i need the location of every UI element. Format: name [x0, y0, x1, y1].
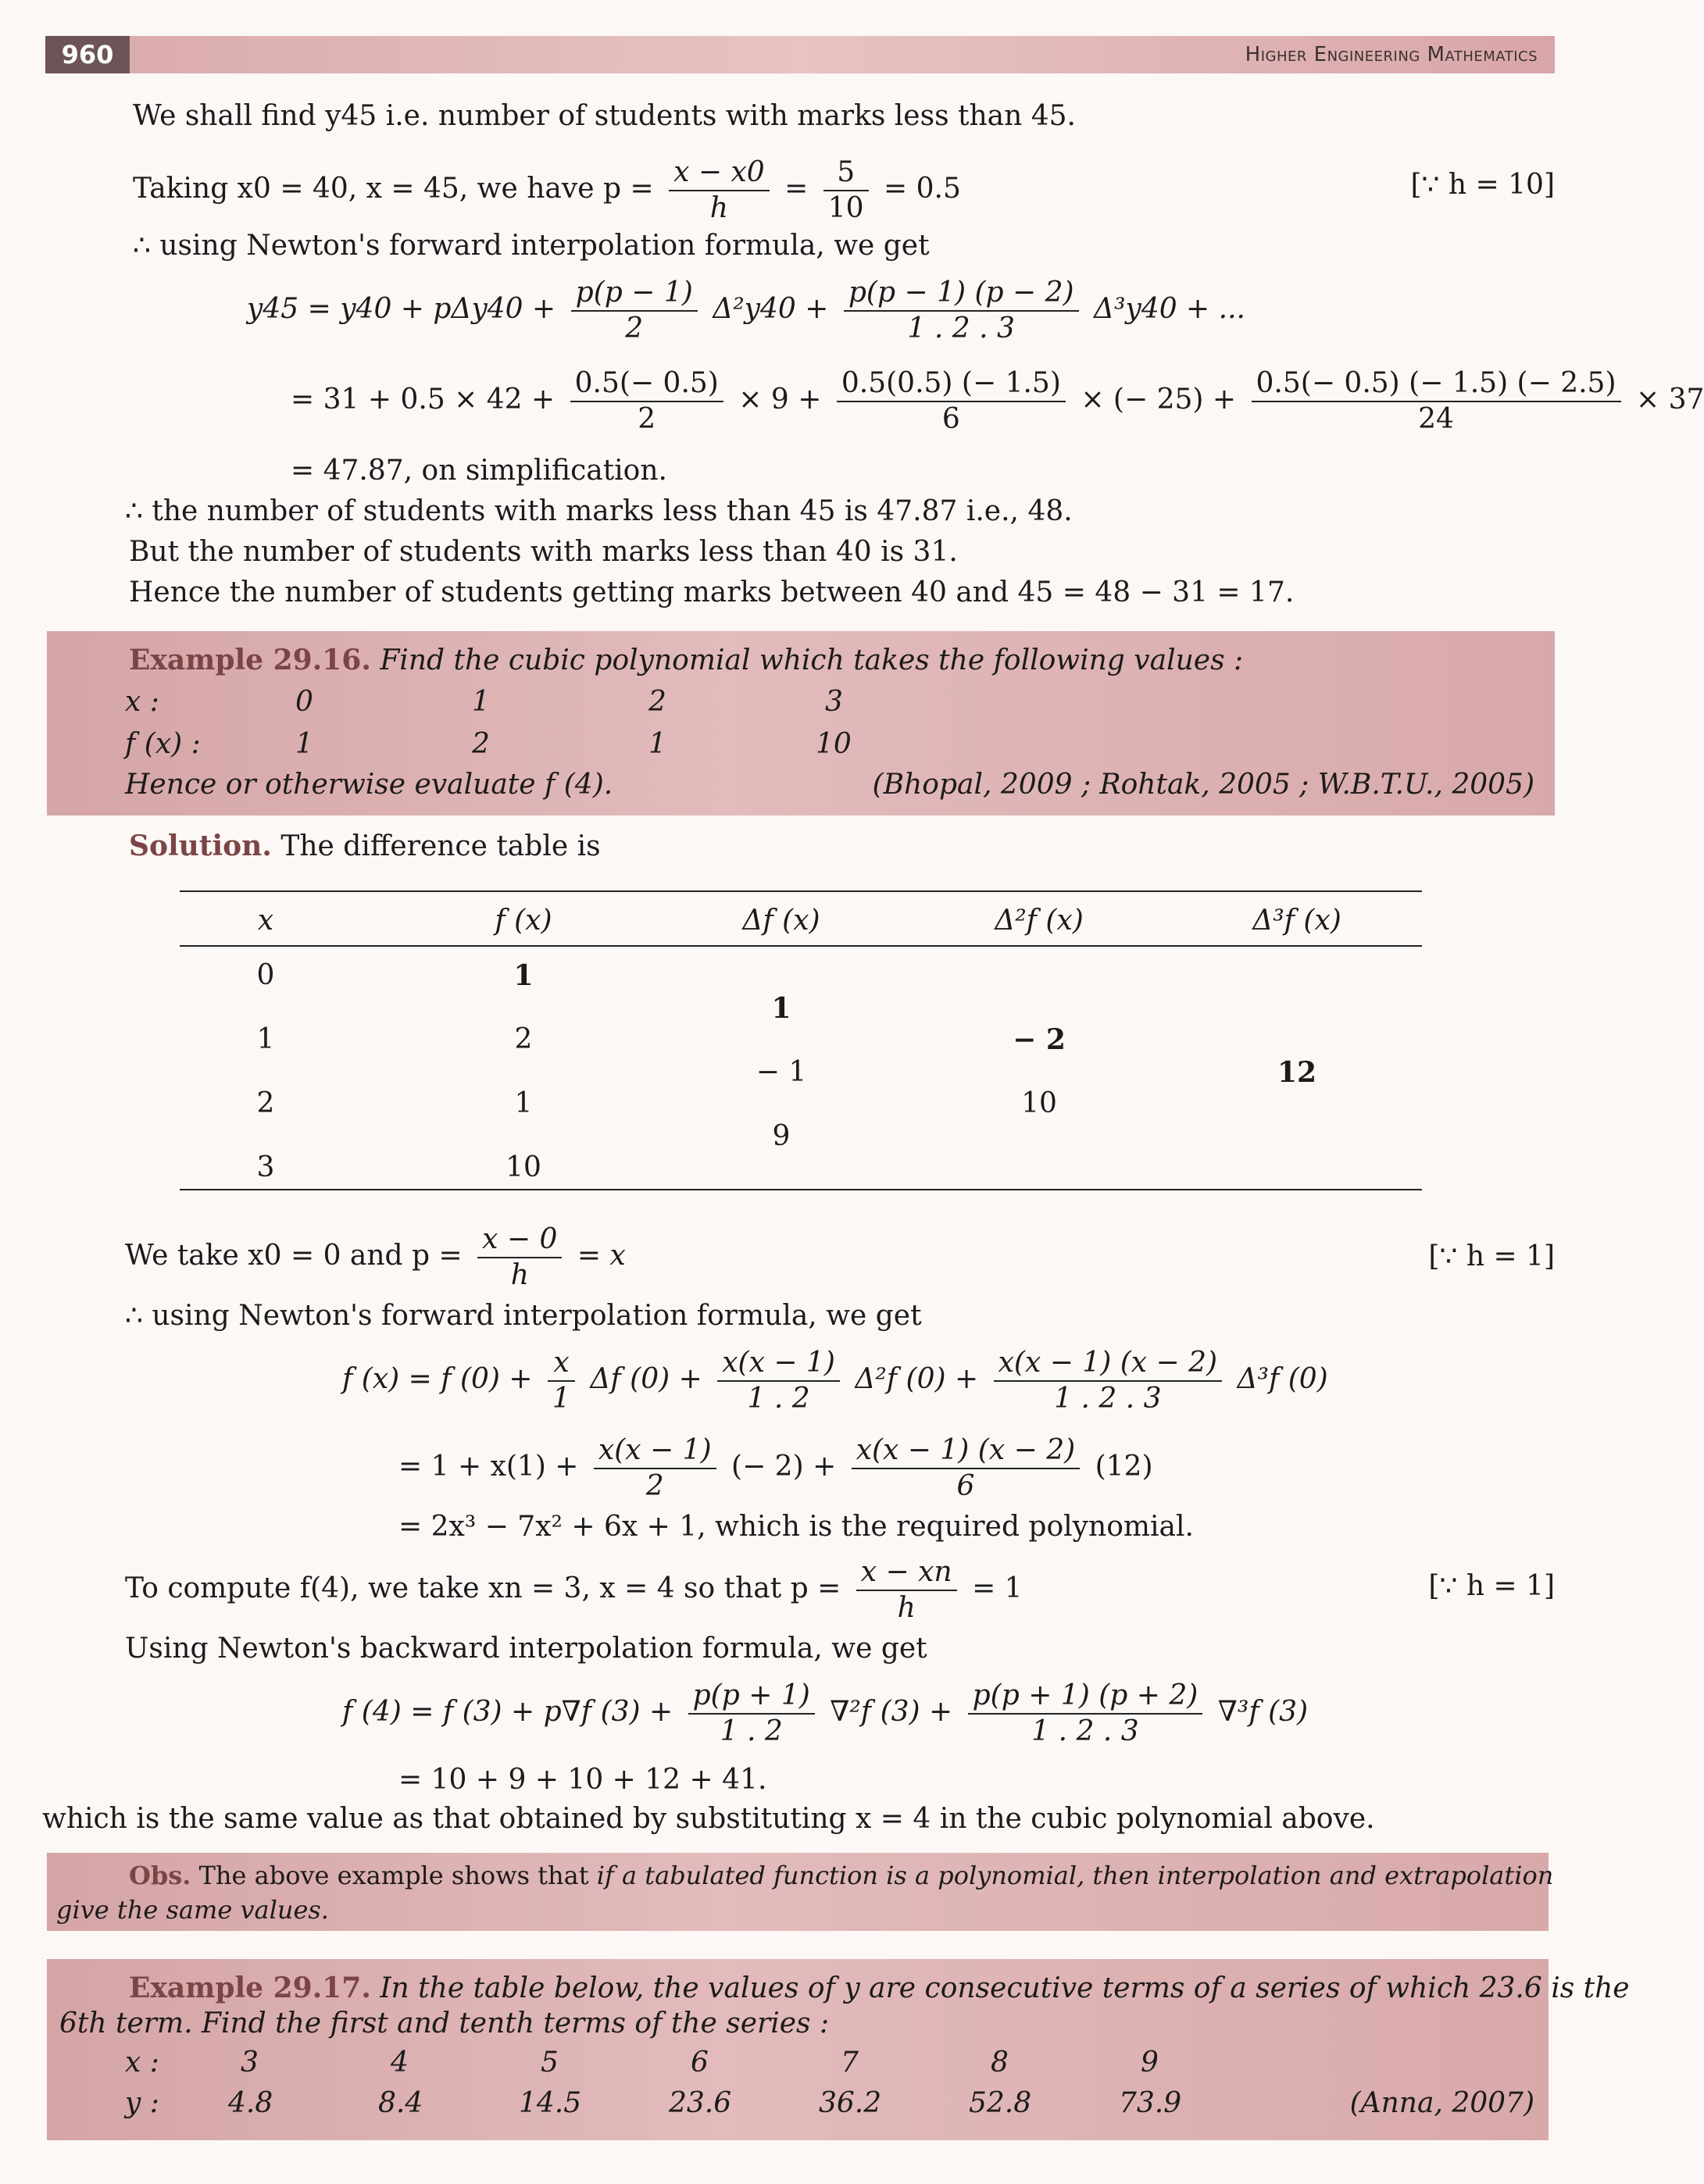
fx-value: 1	[295, 728, 313, 760]
text-line: But the number of students with marks less than 40 is 31.	[129, 536, 958, 568]
table-cell-d1: 9	[772, 1120, 791, 1152]
equation-line	[342, 1678, 1308, 1749]
table-cell-d1: − 1	[756, 1056, 807, 1088]
eq-text: ∇³f (3)	[1217, 1696, 1309, 1728]
fraction	[1252, 366, 1621, 437]
numerator: p(p + 1) (p + 2)	[968, 1679, 1203, 1715]
table-cell-x: 2	[256, 1087, 275, 1119]
eq-text: = x	[577, 1240, 626, 1272]
eq-text: Δ³f (0)	[1237, 1363, 1328, 1395]
table-cell-d3: 12	[1277, 1056, 1317, 1089]
obs-text: if a tabulated function is a polynomial, then interpolation and extrapolation	[596, 1861, 1554, 1890]
eq-text: y45 = y40 + pΔy40 +	[247, 293, 556, 325]
y-value: 4.8	[228, 2087, 273, 2119]
numerator: p(p − 1)	[571, 276, 698, 312]
obs-text: The above example shows that	[198, 1861, 589, 1890]
numerator: x	[548, 1346, 575, 1382]
table-header: f (x)	[495, 905, 552, 937]
table-cell-d1: 1	[771, 992, 791, 1025]
eq-text: (− 2) +	[731, 1451, 837, 1483]
page-number: 960	[45, 36, 130, 73]
eq-text: f (4) = f (3) + p∇f (3) +	[342, 1696, 673, 1728]
equation-line	[247, 275, 1245, 346]
y-value: 8.4	[378, 2087, 423, 2119]
table-cell-d2: − 2	[1013, 1023, 1066, 1056]
eq-text: = 0.5	[884, 173, 961, 205]
obs-label: Obs.	[129, 1861, 191, 1890]
denominator: 2	[645, 1470, 664, 1502]
y-value: 36.2	[819, 2087, 882, 2119]
eq-text: We take x0 = 0 and p =	[125, 1240, 463, 1272]
example-source: (Bhopal, 2009 ; Rohtak, 2005 ; W.B.T.U., 2005)	[872, 769, 1534, 801]
x-value: 8	[991, 2047, 1009, 2079]
table-cell-x: 1	[256, 1023, 275, 1055]
fx-value: 1	[648, 728, 666, 760]
fraction	[844, 276, 1079, 346]
numerator: p(p − 1) (p − 2)	[844, 276, 1079, 312]
x-value: 7	[841, 2047, 859, 2079]
eq-text: =	[784, 173, 809, 205]
fraction	[571, 276, 698, 346]
numerator: 5	[823, 155, 869, 191]
example-question: In the table below, the values of y are consecutive terms of a series of which 23.6 is the	[380, 1972, 1630, 2004]
fraction	[669, 155, 770, 226]
fraction	[852, 1433, 1080, 1504]
table-header: x	[257, 905, 274, 937]
fraction	[594, 1433, 716, 1504]
numerator: x − xn	[856, 1555, 957, 1591]
eq-text: Taking x0 = 40, x = 45, we have p =	[133, 173, 654, 205]
text-line: Using Newton's backward interpolation formula, we get	[125, 1633, 927, 1665]
x-value: 2	[648, 686, 666, 718]
fraction	[548, 1346, 575, 1416]
denominator: 1 . 2	[747, 1383, 810, 1415]
x-value: 1	[472, 686, 490, 718]
running-title: Higher Engineering Mathematics	[1245, 43, 1538, 66]
denominator: 24	[1418, 403, 1454, 435]
fraction	[837, 366, 1066, 437]
denominator: h	[510, 1259, 529, 1291]
y-value: 52.8	[969, 2087, 1032, 2119]
denominator: 2	[625, 312, 644, 344]
text-line: Hence the number of students getting marks between 40 and 45 = 48 − 31 = 17.	[129, 576, 1295, 608]
numerator: x(x − 1) (x − 2)	[994, 1346, 1222, 1382]
denominator: 1 . 2 . 3	[1054, 1383, 1162, 1415]
example-question: Find the cubic polynomial which takes the following values :	[380, 644, 1244, 676]
denominator: 1	[552, 1383, 570, 1415]
denominator: h	[709, 192, 728, 224]
text-line: ∴ the number of students with marks less than 45 is 47.87 i.e., 48.	[125, 495, 1073, 527]
eq-text: Δf (0) +	[590, 1363, 702, 1395]
eq-text: Δ²f (0) +	[855, 1363, 979, 1395]
denominator: 2	[638, 403, 656, 435]
eq-text: × 9 +	[738, 384, 822, 416]
x-value: 3	[241, 2047, 259, 2079]
eq-text: ∇²f (3) +	[830, 1696, 953, 1728]
eq-text: (12)	[1095, 1451, 1153, 1483]
numerator: x − 0	[477, 1222, 562, 1258]
table-header: Δ³f (x)	[1252, 905, 1341, 937]
obs-line	[129, 1861, 1553, 1890]
table-cell-d2: 10	[1021, 1087, 1057, 1119]
row-label: x :	[125, 2047, 159, 2079]
side-note: [∵ h = 1]	[1428, 1240, 1555, 1272]
table-cell-fx: 2	[514, 1023, 533, 1055]
side-note: [∵ h = 10]	[1410, 169, 1555, 201]
numerator: 0.5(− 0.5) (− 1.5) (− 2.5)	[1252, 366, 1621, 402]
fraction	[688, 1679, 815, 1749]
numerator: p(p + 1)	[688, 1679, 815, 1715]
example-label: Example 29.16.	[129, 644, 371, 676]
x-value: 0	[295, 686, 313, 718]
row-label: y :	[125, 2087, 159, 2119]
denominator: 1 . 2 . 3	[1031, 1715, 1139, 1747]
eq-text: = 1 + x(1) +	[398, 1451, 579, 1483]
example-question: 6th term. Find the first and tenth terms of the series :	[59, 2007, 830, 2039]
side-note: [∵ h = 1]	[1428, 1570, 1555, 1602]
text-line: = 47.87, on simplification.	[291, 455, 667, 487]
equation-line	[133, 155, 961, 226]
fraction	[994, 1346, 1222, 1416]
equation-line	[398, 1433, 1153, 1504]
solution-text: The difference table is	[280, 830, 601, 862]
eq-text: × (− 25) +	[1081, 384, 1237, 416]
y-value: 14.5	[519, 2087, 582, 2119]
y-value: 23.6	[669, 2087, 732, 2119]
eq-text: × 37	[1635, 384, 1704, 416]
denominator: 1 . 2 . 3	[907, 312, 1015, 344]
solution-line	[129, 830, 601, 862]
denominator: 1 . 2	[720, 1715, 783, 1747]
table-header: Δ²f (x)	[995, 905, 1084, 937]
text-line: which is the same value as that obtained by substituting x = 4 in the cubic polynomial above.	[42, 1803, 1375, 1835]
denominator: h	[897, 1592, 916, 1624]
x-value: 4	[391, 2047, 409, 2079]
x-value: 9	[1141, 2047, 1159, 2079]
table-header: Δf (x)	[742, 905, 820, 937]
table-rule-bottom	[180, 1189, 1422, 1190]
numerator: 0.5(− 0.5)	[570, 366, 723, 402]
example-heading	[129, 644, 1243, 676]
row-label: f (x) :	[125, 728, 201, 760]
eq-text: Δ²y40 +	[713, 293, 829, 325]
fraction	[717, 1346, 840, 1416]
eq-text: = 31 + 0.5 × 42 +	[291, 384, 555, 416]
denominator: 6	[956, 1470, 975, 1502]
example-heading	[129, 1972, 1630, 2004]
table-cell-fx: 1	[514, 1087, 533, 1119]
example-source: (Anna, 2007)	[1349, 2087, 1534, 2119]
table-cell-fx: 1	[513, 959, 534, 992]
numerator: x(x − 1)	[717, 1346, 840, 1382]
x-value: 6	[691, 2047, 709, 2079]
text-line: ∴ using Newton's forward interpolation formula, we get	[125, 1300, 922, 1332]
equation-line	[125, 1222, 626, 1293]
denominator: 6	[941, 403, 960, 435]
fraction	[968, 1679, 1203, 1749]
x-value: 5	[541, 2047, 559, 2079]
eq-text: = 1	[972, 1572, 1023, 1604]
eq-text: To compute f(4), we take xn = 3, x = 4 so that p =	[125, 1572, 841, 1604]
y-value: 73.9	[1119, 2087, 1182, 2119]
fx-value: 10	[816, 728, 852, 760]
text-line: = 2x³ − 7x² + 6x + 1, which is the required polynomial.	[398, 1511, 1194, 1543]
fx-value: 2	[472, 728, 490, 760]
obs-text: give the same values.	[56, 1895, 329, 1925]
solution-label: Solution.	[129, 830, 272, 862]
numerator: x(x − 1) (x − 2)	[852, 1433, 1080, 1469]
eq-text: Δ³y40 + ...	[1094, 293, 1245, 325]
numerator: x(x − 1)	[594, 1433, 716, 1469]
table-rule-top	[180, 890, 1422, 892]
fraction	[856, 1555, 957, 1626]
example-hence: Hence or otherwise evaluate f (4).	[125, 769, 613, 801]
example-label: Example 29.17.	[129, 1972, 371, 2004]
table-rule-header	[180, 945, 1422, 947]
table-cell-fx: 10	[505, 1151, 541, 1183]
fraction	[570, 366, 723, 437]
table-cell-x: 0	[256, 959, 275, 991]
text-line: ∴ using Newton's forward interpolation formula, we get	[133, 230, 930, 262]
equation-line	[342, 1345, 1328, 1416]
denominator: 10	[827, 192, 864, 224]
fraction	[477, 1222, 562, 1293]
fraction	[823, 155, 869, 226]
eq-text: f (x) = f (0) +	[342, 1363, 533, 1395]
row-label: x :	[125, 686, 159, 718]
text-line: = 10 + 9 + 10 + 12 + 41.	[398, 1764, 767, 1796]
numerator: 0.5(0.5) (− 1.5)	[837, 366, 1066, 402]
equation-line	[291, 366, 1704, 437]
x-value: 3	[825, 686, 843, 718]
equation-line	[125, 1554, 1023, 1626]
table-cell-x: 3	[256, 1151, 275, 1183]
text-line: We shall find y45 i.e. number of students with marks less than 45.	[133, 100, 1077, 132]
numerator: x − x0	[669, 155, 770, 191]
